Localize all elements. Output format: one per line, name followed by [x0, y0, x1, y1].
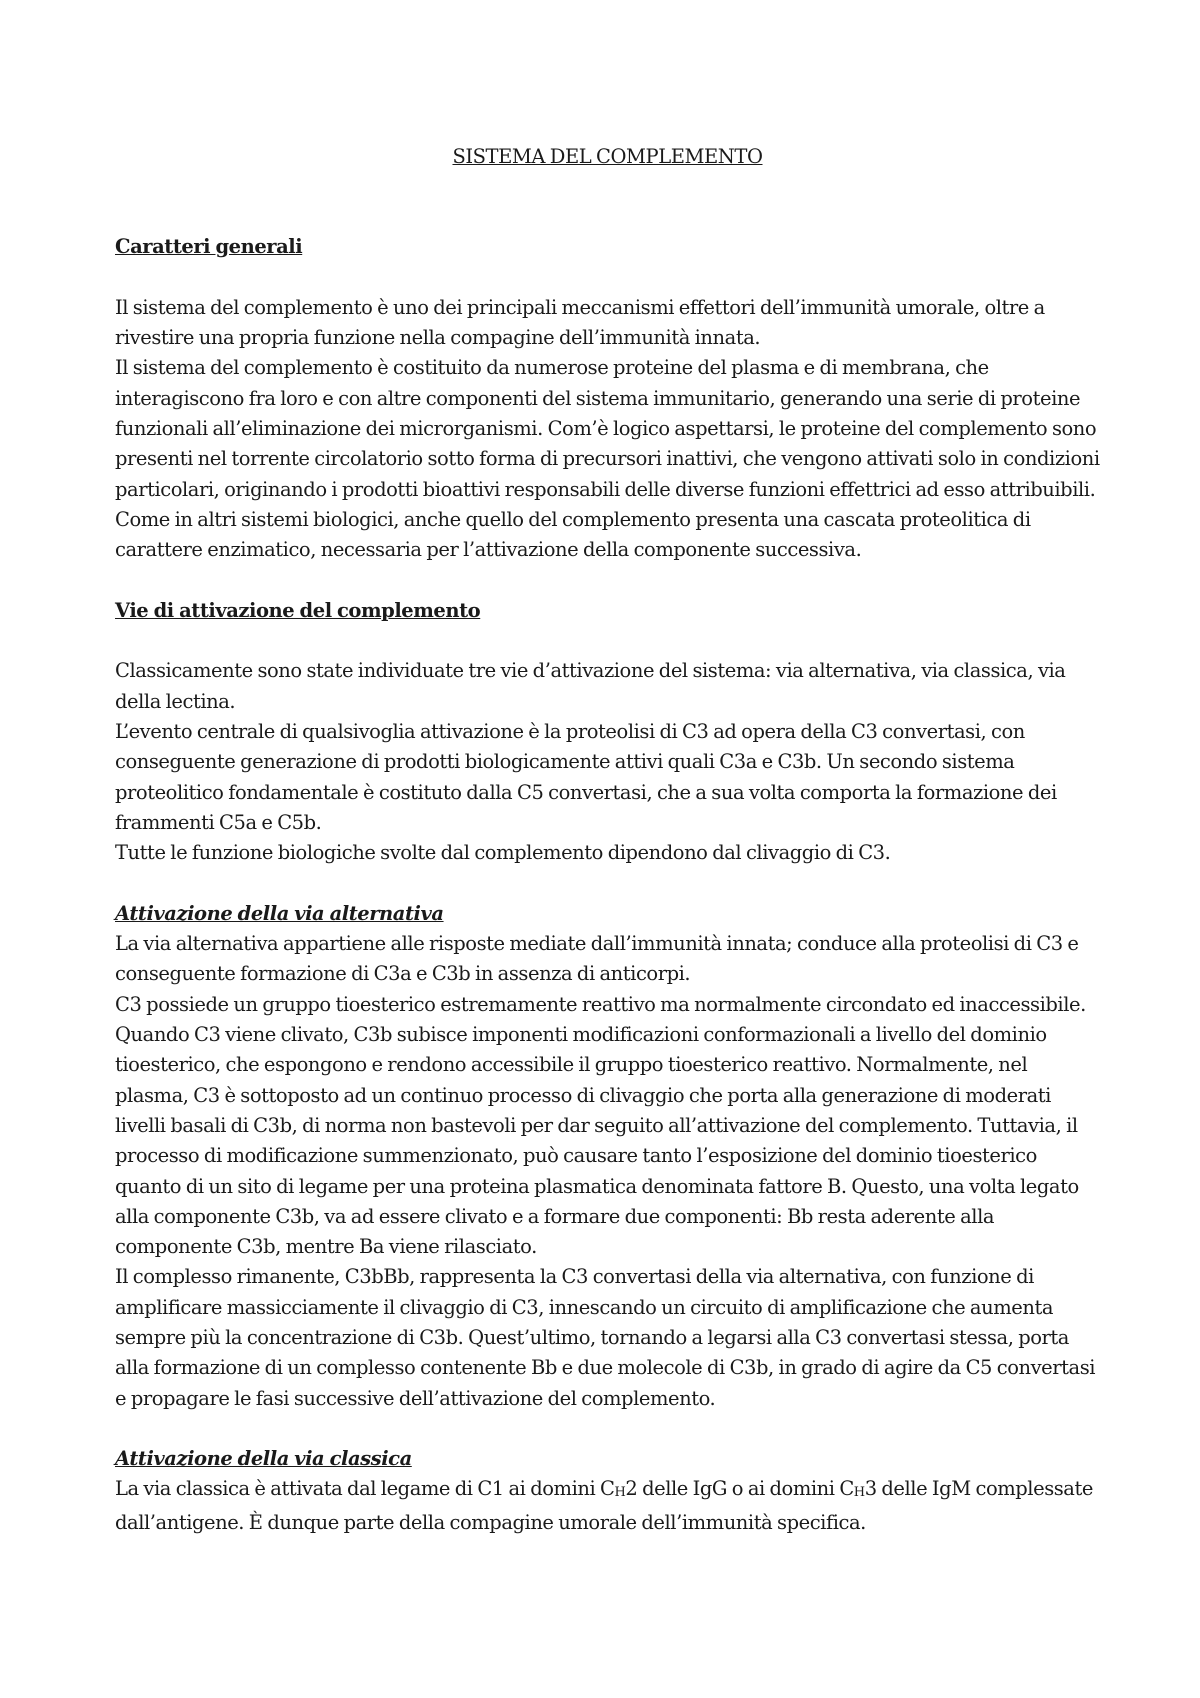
section-heading-caratteri-generali: Caratteri generali [115, 235, 303, 259]
document-body [115, 142, 1100, 1538]
text-run: 3 delle IgM complessate dall’antigene. È dunque parte della compagine umorale dell’immunità specifica. [115, 1477, 1093, 1534]
subheading-via-classica: Attivazione della via classica [115, 1447, 412, 1471]
text-run: 2 delle IgG o ai domini C [625, 1477, 854, 1501]
subscript: H [614, 1485, 626, 1501]
subheading-via-alternativa: Attivazione della via alternativa [115, 901, 444, 925]
section-heading-vie-di-attivazione: Vie di attivazione del complemento [115, 598, 481, 622]
paragraph-via-classica [115, 1474, 1100, 1538]
text-run: La via classica è attivata dal legame di C1 ai domini C [115, 1477, 615, 1501]
paragraph: Il complesso rimanente, C3bBb, rappresenta la C3 convertasi della via alternativa, con funzione di amplificare massicciamente il clivaggio di C3, innescando un circuito di amplificazione che aumenta sempre più la concentrazione di C3b. Quest’ultimo, tornando a legarsi alla C3 convertasi stessa, porta alla formazione di un complesso contenente Bb e due molecole di C3b, in grado di agire da C5 convertasi e propagare le fasi successive dell’attivazione del complemento. [115, 1265, 1096, 1410]
paragraph: L’evento centrale di qualsivoglia attivazione è la proteolisi di C3 ad opera della C3 convertasi, con conseguente generazione di prodotti biologicamente attivi quali C3a e C3b. Un secondo sistema proteolitico fondamentale è costituto dalla C5 convertasi, che a sua volta comporta la formazione dei frammenti C5a e C5b. [115, 720, 1057, 834]
paragraph: Il sistema del complemento è uno dei principali meccanismi effettori dell’immunità umorale, oltre a rivestire una propria funzione nella compagine dell’immunità innata. [115, 295, 1045, 350]
document-title: SISTEMA DEL COMPLEMENTO [452, 145, 763, 168]
paragraph: Il sistema del complemento è costituito da numerose proteine del plasma e di membrana, che interagiscono fra loro e con altre componenti del sistema immunitario, generando una serie di proteine funzionali all’eliminazione dei microrganismi. Com’è logico aspettarsi, le proteine del complemento sono presenti nel torrente circolatorio sotto forma di precursori inattivi, che vengono attivati solo in condizioni particolari, originando i prodotti bioattivi responsabili delle diverse funzioni effettrici ad esso attribuibili. [115, 356, 1100, 501]
paragraph: La via alternativa appartiene alle risposte mediate dall’immunità innata; conduce alla proteolisi di C3 e conseguente formazione di C3a e C3b in assenza di anticorpi. [115, 932, 1079, 986]
paragraph: Classicamente sono state individuate tre vie d’attivazione del sistema: via alternativa, via classica, via della lectina. [115, 659, 1066, 713]
paragraph: C3 possiede un gruppo tioesterico estremamente reattivo ma normalmente circondato ed inaccessibile. Quando C3 viene clivato, C3b subisce imponenti modificazioni conformazionali a livello del dominio tioesterico, che espongono e rendono accessibile il gruppo tioesterico reattivo. Normalmente, nel plasma, C3 è sottoposto ad un continuo processo di clivaggio che porta alla generazione di moderati livelli basali di C3b, di norma non bastevoli per dar seguito all’attivazione del complemento. Tuttavia, il processo di modificazione summenzionato, può causare tanto l’esposizione del dominio tioesterico quanto di un sito di legame per una proteina plasmatica denominata fattore B. Questo, una volta legato alla componente C3b, va ad essere clivato e a formare due componenti: Bb resta aderente alla componente C3b, mentre Ba viene rilasciato. [115, 992, 1086, 1259]
paragraph: Come in altri sistemi biologici, anche quello del complemento presenta una cascata proteolitica di carattere enzimatico, necessaria per l’attivazione della componente successiva. [115, 507, 1031, 562]
subscript: H [853, 1485, 865, 1501]
paragraph: Tutte le funzione biologiche svolte dal complemento dipendono dal clivaggio di C3. [115, 841, 891, 865]
